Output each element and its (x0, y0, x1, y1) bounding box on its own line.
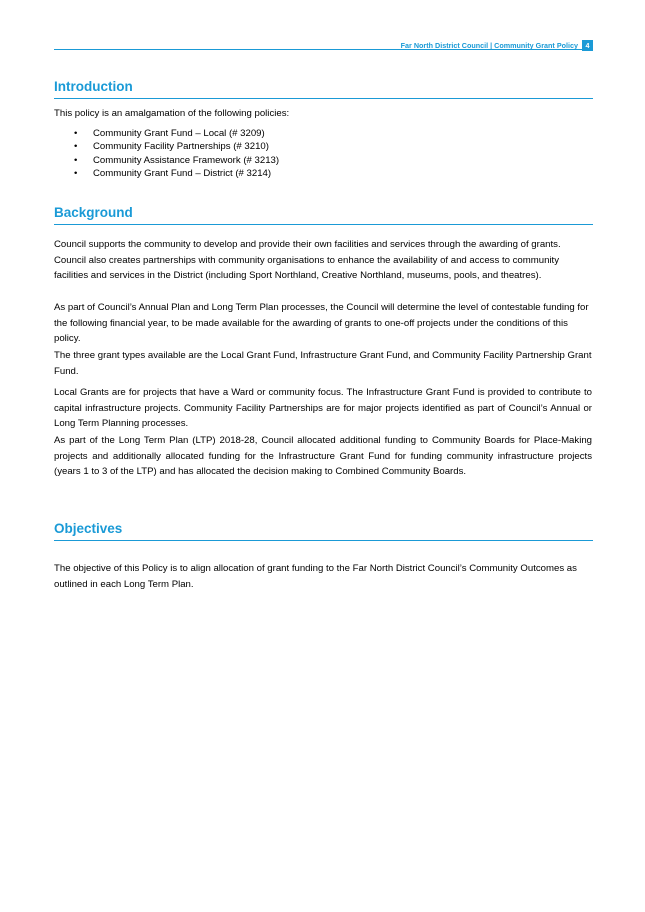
page-header (54, 37, 593, 49)
background-paragraph-2: As part of Council’s Annual Plan and Long Term Plan processes, the Council will determine the level of contestable funding for the following financial year, to be made available for the awarding of grants to one-off projects under the conditions of this policy. (54, 302, 589, 344)
list-item-text: Community Facility Partnerships (# 3210) (93, 141, 269, 153)
background-paragraph-3: The three grant types available are the Local Grant Fund, Infrastructure Grant Fund, and Community Facility Partnership Grant Fund. (54, 350, 592, 377)
background-paragraph-1: Council supports the community to develop and provide their own facilities and services through the awarding of grants. Council also creates partnerships with community organisations to enhance the availability of and access to community facilities and services in the District (including Sport Northland, Creative Northland, museums, pools, and theatres). (54, 239, 561, 281)
list-item (54, 167, 574, 180)
list-item (54, 154, 574, 167)
list-item (54, 140, 574, 153)
background-heading: Background (54, 205, 133, 220)
introduction-divider (54, 98, 593, 99)
background-divider (54, 224, 593, 225)
background-paragraph-5: As part of the Long Term Plan (LTP) 2018-28, Council allocated additional funding to Community Boards for Place-Making projects and additionally allocated funding for the Infrastructure Grant Fund for funding community infrastructure projects (years 1 to 3 of the LTP) and has allocated the decision making to Combined Community Boards. (54, 435, 592, 477)
header-divider (54, 49, 593, 50)
page-number-badge: 4 (582, 40, 593, 51)
bullet-icon: • (74, 154, 78, 166)
list-item-text: Community Assistance Framework (# 3213) (93, 154, 280, 166)
bullet-icon: • (74, 128, 78, 139)
list-item-text: Community Grant Fund – Local (# 3209) (93, 128, 265, 139)
bullet-icon: • (74, 141, 78, 153)
bullet-icon: • (74, 168, 78, 180)
introduction-heading: Introduction (54, 79, 133, 94)
policy-list (54, 127, 574, 181)
list-item (54, 127, 574, 140)
background-paragraph-4: Local Grants are for projects that have a Ward or community focus. The Infrastructure Grant Fund is provided to contribute to capital infrastructure projects. Community Facility Partnerships are for major projects identified as part of Council’s Annual or Long Term Planning processes. (54, 387, 592, 429)
objectives-paragraph: The objective of this Policy is to align allocation of grant funding to the Far North District Council’s Community Outcomes as outlined in each Long Term Plan. (54, 563, 577, 590)
objectives-heading: Objectives (54, 521, 123, 536)
list-item-text: Community Grant Fund – District (# 3214) (93, 168, 272, 180)
header-title: Far North District Council | Community Grant Policy (400, 40, 578, 50)
objectives-divider (54, 540, 593, 541)
introduction-lead: This policy is an amalgamation of the following policies: (54, 108, 290, 119)
